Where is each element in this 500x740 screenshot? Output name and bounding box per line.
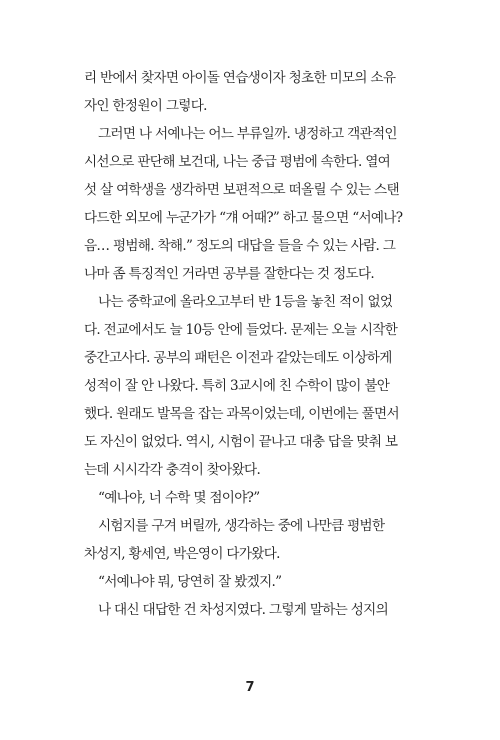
text-line: 자인 한정원이 그렇다. bbox=[84, 98, 207, 114]
text-line: 는데 시시각각 충격이 찾아왔다. bbox=[84, 462, 261, 478]
text-line: 다드한 외모에 누군가가 “걔 어때?” 하고 물으면 “서예나? bbox=[84, 210, 403, 226]
text-line: 리 반에서 찾자면 아이돌 연습생이자 청초한 미모의 소유 bbox=[84, 70, 396, 86]
paragraph-start-line: 시험지를 구겨 버릴까, 생각하는 중에 나만큼 평범한 bbox=[98, 518, 385, 534]
paragraph-start-line: 나 대신 대답한 건 차성지였다. 그렇게 말하는 성지의 bbox=[98, 602, 389, 618]
text-line: 나마 좀 특징적인 거라면 공부를 잘한다는 것 정도다. bbox=[84, 266, 375, 282]
text-line: 차성지, 황세연, 박은영이 다가왔다. bbox=[84, 546, 280, 562]
dialogue-line: “예나야, 너 수학 몇 점이야?” bbox=[98, 490, 260, 506]
text-line: 중간고사다. 공부의 패턴은 이전과 같았는데도 이상하게 bbox=[84, 350, 392, 366]
paragraph-start-line: 나는 중학교에 올라오고부터 반 1등을 놓친 적이 없었 bbox=[98, 294, 393, 310]
text-line: 성적이 잘 안 나왔다. 특히 3교시에 친 수학이 많이 불안 bbox=[84, 378, 390, 394]
page-number: 7 bbox=[245, 680, 255, 695]
text-line: 도 자신이 없었다. 역시, 시험이 끝나고 대충 답을 맞춰 보 bbox=[84, 434, 398, 450]
text-line: 음… 평범해. 착해.” 정도의 대답을 들을 수 있는 사람. 그 bbox=[84, 238, 396, 254]
text-line: 했다. 원래도 발목을 잡는 과목이었는데, 이번에는 풀면서 bbox=[84, 406, 399, 422]
paragraph-start-line: 그러면 나 서예나는 어느 부류일까. 냉정하고 객관적인 bbox=[98, 126, 397, 142]
body-text bbox=[84, 64, 436, 624]
dialogue-line: “서예나야 뭐, 당연히 잘 봤겠지.” bbox=[98, 574, 282, 590]
text-line: 다. 전교에서도 늘 10등 안에 들었다. 문제는 오늘 시작한 bbox=[84, 322, 398, 338]
text-line: 섯 살 여학생을 생각하면 보편적으로 떠올릴 수 있는 스탠 bbox=[84, 182, 399, 198]
text-line: 시선으로 판단해 보건대, 나는 중급 평범에 속한다. 열여 bbox=[84, 154, 391, 170]
